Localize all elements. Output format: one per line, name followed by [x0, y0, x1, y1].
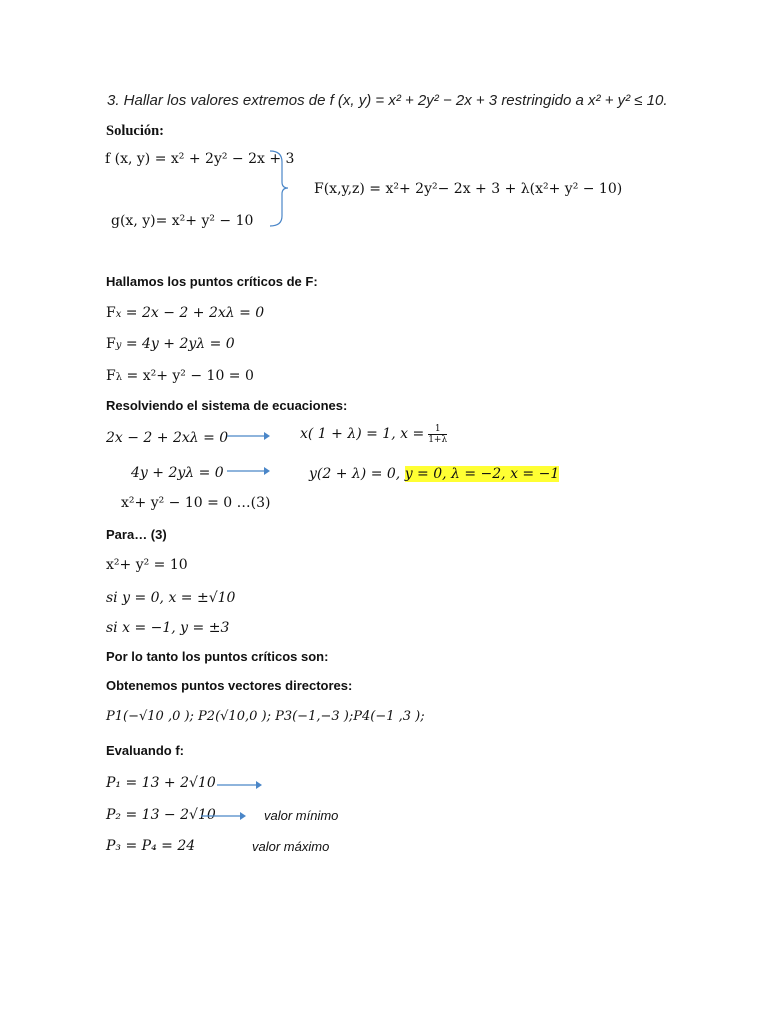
brace-icon	[262, 148, 298, 230]
fraction-num: 1	[434, 424, 441, 434]
vectors-heading: Obtenemos puntos vectores directores:	[106, 678, 353, 693]
system-eq1: 2x − 2 + 2xλ = 0	[106, 430, 229, 446]
f-definition: f (x, y) = x² + 2y² − 2x + 3	[105, 151, 295, 167]
eq-fx: Fx = 2x − 2 + 2xλ = 0	[106, 305, 265, 321]
eq-fl: Fλ = x²+ y² − 10 = 0	[106, 368, 254, 384]
system-res2-text: y(2 + λ) = 0,	[309, 466, 405, 482]
eq-fx-text: = 2x − 2 + 2xλ = 0	[121, 305, 265, 321]
eq-fy-text: = 4y + 2yλ = 0	[121, 336, 235, 352]
system-res1	[300, 424, 447, 445]
system-eq3: x²+ y² − 10 = 0 …(3)	[121, 495, 271, 511]
arrow-right-icon	[200, 810, 246, 822]
fraction	[428, 424, 447, 445]
arrow-right-icon	[226, 430, 270, 442]
arrow-right-icon	[216, 779, 262, 791]
system-heading: Resolviendo el sistema de ecuaciones:	[106, 398, 348, 413]
system-res1-text: x( 1 + λ) = 1, x =	[300, 426, 425, 443]
eq-fl-text: = x²+ y² − 10 = 0	[122, 368, 254, 384]
eval-p1: P₁ = 13 + 2√10	[106, 775, 216, 791]
fraction-den: 1+λ	[428, 435, 448, 445]
problem-title: 3. Hallar los valores extremos de f (x, y) = x² + 2y² − 2x + 3 restringido a x² + y² ≤ 10.	[107, 92, 668, 109]
system-eq2: 4y + 2yλ = 0	[131, 465, 224, 481]
solution-heading: Solución:	[106, 123, 165, 139]
para-case1: si y = 0, x = ±√10	[106, 590, 236, 606]
min-value-note: valor mínimo	[264, 808, 339, 823]
points-heading: Por lo tanto los puntos críticos son:	[106, 649, 329, 664]
points-list: P1(−√10 ,0 ); P2(√10,0 ); P3(−1,−3 );P4(−1 ,3 );	[106, 709, 425, 724]
para-eq: x²+ y² = 10	[106, 557, 188, 573]
eval-p3: P₃ = P₄ = 24	[106, 838, 196, 854]
eq-fy: Fy = 4y + 2yλ = 0	[106, 336, 235, 352]
para-heading: Para… (3)	[106, 527, 167, 542]
critical-heading: Hallamos los puntos críticos de F:	[106, 274, 318, 289]
g-definition: g(x, y)= x²+ y² − 10	[111, 213, 254, 229]
arrow-right-icon	[226, 465, 270, 477]
F-definition: F(x,y,z) = x²+ 2y²− 2x + 3 + λ(x²+ y² − 10)	[314, 181, 623, 197]
system-res2	[309, 465, 559, 483]
max-value-note: valor máximo	[252, 839, 330, 854]
eval-p2: P₂ = 13 − 2√10	[106, 807, 216, 823]
evaluate-heading: Evaluando f:	[106, 743, 185, 758]
highlighted-solution: y = 0, λ = −2, x = −1	[404, 466, 560, 482]
para-case2: si x = −1, y = ±3	[106, 620, 230, 636]
